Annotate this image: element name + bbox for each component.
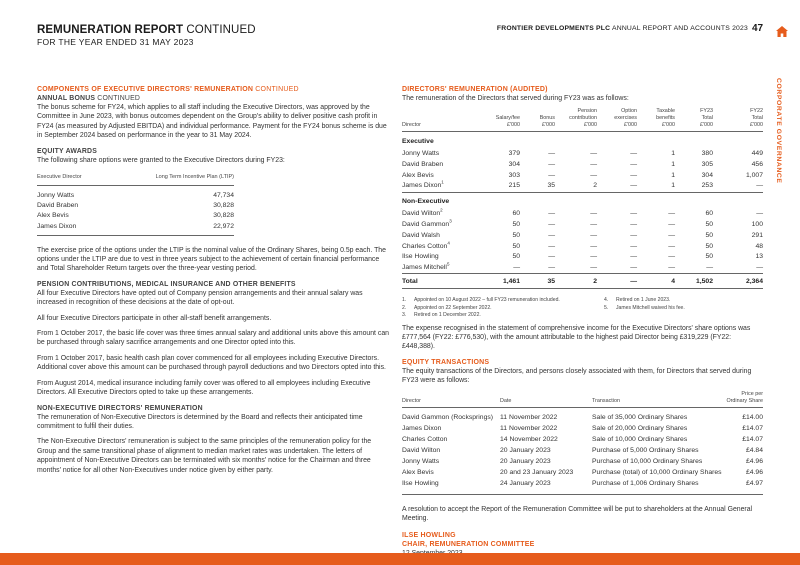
page-title: [37, 24, 256, 36]
cell-value: —: [548, 210, 555, 218]
table-row: [402, 263, 763, 274]
cell-value: 305: [701, 160, 713, 168]
footnote-marker: 3: [449, 218, 452, 224]
column-header-line: benefits: [656, 115, 675, 122]
footnote-marker: 4: [447, 240, 450, 246]
table-row: [402, 170, 763, 181]
section-row-executive: [402, 132, 763, 149]
footnote-text: Appointed on 22 September 2022.: [414, 304, 492, 311]
footnote: [604, 305, 763, 312]
column-header-line: Taxable: [656, 108, 675, 115]
cell-director: [402, 209, 480, 220]
side-tab-label: CORPORATE GOVERNANCE: [775, 78, 782, 184]
column-header: [713, 108, 763, 132]
cell-value: —: [590, 253, 597, 261]
column-header-line: exercises: [614, 115, 637, 122]
table-row: [37, 221, 234, 235]
column-header-line: Total: [701, 115, 713, 122]
annual-bonus-heading: [37, 94, 390, 103]
cell-value: —: [675, 263, 713, 274]
cell-director: Charles Cotton: [402, 436, 448, 444]
left-column: [37, 85, 390, 475]
running-header: [497, 25, 748, 32]
cell-director: Ilse Howling: [402, 479, 500, 495]
cell-director: [402, 230, 480, 241]
table-row: [402, 457, 763, 468]
section-side-tab[interactable]: [775, 78, 789, 188]
cell-director: [402, 148, 480, 159]
cell-transaction: Purchase (total) of 10,000 Ordinary Shares: [592, 469, 722, 477]
cell-value: 50: [705, 253, 713, 261]
cell-transaction: Sale of 10,000 Ordinary Shares: [592, 436, 688, 444]
share-option-expense-paragraph: The expense recognised in the statement of comprehensive income for the Executive Directors' share options was £777,564 (FY22: £776,530), with the amount attributable to the highest paid Director being £319,229 (FY22: £448,388).: [402, 324, 751, 351]
cell-date: 20 January 2023: [500, 447, 551, 455]
components-heading-text: COMPONENTS OF EXECUTIVE DIRECTORS' REMUNERATION: [37, 86, 254, 93]
directors-remuneration-intro: The remuneration of the Directors that served during FY23 was as follows:: [402, 95, 629, 102]
footnote-marker: 1: [441, 180, 444, 186]
table-row: [402, 252, 763, 263]
table-row: [402, 159, 763, 170]
cell-value: 48: [755, 242, 763, 250]
cell-director: [402, 181, 480, 192]
column-header-line: £'000: [623, 122, 637, 129]
cell-value: —: [630, 160, 637, 168]
cell-value: 35: [520, 181, 555, 192]
cell-value: 13: [755, 253, 763, 261]
cell-transaction: Sale of 35,000 Ordinary Shares: [592, 414, 688, 422]
signatory-title: CHAIR, REMUNERATION COMMITTEE: [402, 541, 535, 549]
cell-ltip: 30,828: [213, 202, 234, 210]
page-subtitle: FOR THE YEAR ENDED 31 MAY 2023: [37, 37, 194, 47]
cell-director: [402, 263, 480, 274]
cell-transaction: Purchase of 1,006 Ordinary Shares: [592, 479, 722, 495]
pension-paragraph-3: From 1 October 2017, the basic life cover was three times annual salary and additional units above this amount can be purchased through salary sacrifice arrangements and one Director opted into this.: [37, 330, 389, 347]
footnote-text: Appointed on 10 August 2022 – full FY23 remuneration included.: [414, 297, 560, 304]
cell-value: 60: [512, 210, 520, 218]
column-header-line: contribution: [569, 115, 597, 122]
column-header: [637, 108, 675, 132]
cell-value: 1: [671, 150, 675, 158]
cell-director: David Braben: [37, 202, 79, 210]
ned-paragraph-1: The remuneration of Non-Executive Directors is determined by the Board and reflects their anticipated time commitment to fulfil their duties.: [37, 413, 363, 430]
cell-value: —: [630, 253, 637, 261]
section-row-nonexecutive: [402, 192, 763, 209]
cell-transaction: Purchase of 10,000 Ordinary Shares: [592, 458, 703, 466]
cell-value: 50: [512, 253, 520, 261]
page-title-main: REMUNERATION REPORT: [37, 24, 184, 36]
cell-value: 456: [751, 160, 763, 168]
ned-heading: NON-EXECUTIVE DIRECTORS' REMUNERATION: [37, 404, 203, 412]
cell-value: —: [590, 242, 597, 250]
cell-value: —: [480, 263, 520, 274]
cell-price: £4.84: [745, 447, 763, 455]
cell-price: £4.96: [745, 458, 763, 466]
pension-paragraph-2: All four Executive Directors participate in other all-staff benefit arrangements.: [37, 314, 272, 322]
cell-director: [402, 252, 480, 263]
annual-bonus-heading-cont: CONTINUED: [95, 95, 141, 102]
cell-value: 303: [508, 171, 520, 179]
cell-value: —: [590, 221, 597, 229]
cell-value: —: [668, 210, 675, 218]
column-header-line: £'000: [749, 122, 763, 129]
footnote: [402, 312, 604, 319]
page-number: 47: [752, 23, 764, 34]
total-value: 4: [637, 274, 675, 289]
cell-ltip: 22,972: [108, 221, 234, 235]
table-row: [402, 209, 763, 220]
column-header-line: FY23: [700, 108, 713, 115]
director-name: David Wilton: [402, 210, 441, 218]
director-name: James Dixon: [402, 182, 442, 190]
total-label: Total: [402, 274, 480, 289]
column-header: Executive Director: [37, 171, 108, 186]
column-header-line: £'000: [583, 122, 597, 129]
cell-value: —: [637, 263, 675, 274]
table-row: [402, 230, 763, 241]
cell-value: 50: [705, 242, 713, 250]
total-value: 1,461: [480, 274, 520, 289]
total-value: 1,502: [675, 274, 713, 289]
equity-rows: [402, 407, 763, 494]
directors-remuneration-heading: DIRECTORS' REMUNERATION (AUDITED): [402, 86, 548, 93]
column-header: [722, 391, 763, 408]
table-row: [402, 468, 763, 479]
cell-value: 1: [637, 181, 675, 192]
resolution-paragraph: A resolution to accept the Report of the Remuneration Committee will be put to shareholders at the Annual General Meeting.: [402, 505, 753, 523]
table-header-row: [402, 391, 763, 408]
footer-accent-bar: [0, 553, 800, 565]
home-icon[interactable]: [776, 24, 788, 35]
cell-value: 379: [508, 150, 520, 158]
cell-value: —: [548, 160, 555, 168]
director-name: David Gammon: [402, 221, 450, 229]
signatory-name: ILSE HOWLING: [402, 532, 456, 540]
cell-value: —: [597, 263, 637, 274]
table-row: [37, 186, 234, 201]
column-header-line: Pension: [577, 108, 597, 115]
cell-director: [402, 219, 480, 230]
cell-date: 24 January 2023: [500, 479, 592, 495]
cell-director: Alex Bevis: [37, 212, 69, 220]
cell-value: —: [548, 242, 555, 250]
cell-value: 1: [671, 160, 675, 168]
footnote-number: 4.: [604, 297, 609, 304]
footnote: [402, 305, 604, 312]
director-name: Jonny Watts: [402, 150, 440, 158]
total-value: —: [597, 274, 637, 289]
remuneration-table: [402, 108, 763, 289]
cell-value: —: [548, 150, 555, 158]
footnotes-left: [402, 297, 604, 319]
cell-date: 11 November 2022: [500, 425, 558, 433]
total-value: 35: [520, 274, 555, 289]
cell-value: 449: [751, 150, 763, 158]
director-name: Alex Bevis: [402, 171, 434, 179]
footnotes: [402, 297, 763, 319]
cell-value: 50: [512, 221, 520, 229]
footnote-marker: 2: [440, 208, 443, 214]
equity-transactions-table: [402, 391, 763, 495]
cell-value: —: [630, 231, 637, 239]
cell-value: 50: [512, 231, 520, 239]
column-header: [520, 108, 555, 132]
table-row: [402, 479, 763, 495]
cell-price: £4.97: [722, 479, 763, 495]
cell-value: —: [590, 160, 597, 168]
total-row: [402, 274, 763, 289]
column-header-line: Director: [402, 122, 421, 129]
director-name: James Mitchell: [402, 264, 447, 272]
column-header-line: Total: [751, 115, 763, 122]
share-options-table: [37, 171, 234, 236]
cell-ltip: 30,828: [213, 212, 234, 220]
table-header-row: [402, 108, 763, 132]
table-row: [37, 201, 234, 211]
right-column: [402, 85, 763, 559]
director-name: Ilse Howling: [402, 253, 439, 261]
column-header-line: FY22: [750, 108, 763, 115]
cell-value: —: [630, 150, 637, 158]
equity-awards-heading: EQUITY AWARDS: [37, 147, 98, 155]
ned-paragraph-2: The Non-Executive Directors' remuneration is subject to the same principles of the remuneration policy for the Group and the same transitional phase of alignment to median market rates was undertaken. The letters of appointment of Non-Executive Directors can be terminated with six months' notice for the Chairman and three months' notice for all other Non-Executives under notice given by either party.: [37, 438, 372, 474]
cell-ltip: 47,734: [213, 191, 234, 199]
report-name: ANNUAL REPORT AND ACCOUNTS 2023: [610, 25, 748, 32]
column-header: [402, 108, 480, 132]
column-header-line: Price per: [741, 390, 763, 397]
table-row: [402, 424, 763, 435]
annual-bonus-paragraph: The bonus scheme for FY24, which applies to all staff including the Executive Directors, was approved by the Committee in June 2023, with bonus outcomes dependent on the Group's ability to deliver positive cash profit in FY24 (as measured by Adjusted EBITDA) and individual performance. Payment for the FY24 bonus scheme is due in September 2024 based on performance in the year to 31 May 2024.: [37, 104, 387, 140]
cell-director: [402, 159, 480, 170]
cell-director: James Dixon: [402, 425, 442, 433]
cell-value: 50: [512, 242, 520, 250]
total-value: 2: [555, 274, 597, 289]
cell-value: —: [520, 263, 555, 274]
cell-value: —: [548, 221, 555, 229]
cell-value: —: [630, 221, 637, 229]
components-heading: [37, 85, 390, 94]
cell-value: —: [713, 181, 763, 192]
cell-director: David Wilton: [402, 447, 441, 455]
cell-date: 14 November 2022: [500, 436, 558, 444]
cell-director: Alex Bevis: [402, 469, 434, 477]
cell-value: —: [590, 210, 597, 218]
cell-date: 20 and 23 January 2023: [500, 469, 574, 477]
cell-director: Jonny Watts: [402, 458, 440, 466]
cell-price: £14.07: [742, 436, 763, 444]
cell-value: —: [548, 171, 555, 179]
footnote-text: Retired on 1 December 2022.: [414, 312, 481, 319]
cell-value: 380: [701, 150, 713, 158]
table-row: [402, 241, 763, 252]
footnote-text: James Mitchell waived his fee.: [616, 304, 685, 311]
cell-value: —: [548, 253, 555, 261]
table-row: [402, 435, 763, 446]
cell-director: [402, 241, 480, 252]
column-header-line: £'000: [506, 122, 520, 129]
column-header-line: Salary/fee: [495, 115, 520, 122]
equity-awards-paragraph: The following share options were granted to the Executive Directors during FY23:: [37, 156, 285, 164]
column-header-line: £'000: [541, 122, 555, 129]
cell-value: —: [630, 242, 637, 250]
column-header: Transaction: [592, 391, 722, 408]
cell-value: —: [668, 253, 675, 261]
cell-value: 215: [480, 181, 520, 192]
equity-transactions-intro: The equity transactions of the Directors, and persons closely associated with them, for Directors that served during FY23 were as follows:: [402, 367, 752, 385]
nonexecutive-rows: [402, 209, 763, 274]
pension-paragraph-4: From 1 October 2017, basic health cash plan cover commenced for all employees including Executive Directors. Additional cover above this amount can be purchased through payroll deductions and two Directors opted into this.: [37, 354, 386, 372]
cell-value: —: [630, 210, 637, 218]
column-header-line: Bonus: [539, 115, 555, 122]
cell-value: 304: [701, 171, 713, 179]
cell-value: —: [590, 171, 597, 179]
column-header: Long Term Incentive Plan (LTIP): [108, 171, 234, 186]
pension-heading: PENSION CONTRIBUTIONS, MEDICAL INSURANCE AND OTHER BENEFITS: [37, 280, 296, 288]
cell-value: 291: [751, 231, 763, 239]
column-header-line: £'000: [661, 122, 675, 129]
cell-transaction: Sale of 20,000 Ordinary Shares: [592, 425, 688, 433]
column-header: [597, 108, 637, 132]
column-header-line: Option: [621, 108, 637, 115]
components-heading-cont: CONTINUED: [253, 86, 299, 93]
cell-date: 11 November 2022: [500, 414, 558, 422]
executive-rows: [402, 148, 763, 192]
footnote-marker: 5: [446, 262, 450, 267]
cell-director: [402, 170, 480, 181]
annual-bonus-heading-text: ANNUAL BONUS: [37, 95, 96, 102]
page-title-continued: CONTINUED: [183, 24, 256, 36]
cell-price: £4.96: [745, 469, 763, 477]
cell-director: David Gammon (Rocksprings): [402, 414, 494, 422]
footnotes-right: [604, 297, 763, 319]
pension-paragraph-1: All four Executive Directors have opted out of Company pension arrangements and their annual salary was increased in recognition of these decisions at the date of opt-out.: [37, 289, 363, 307]
executive-label: Executive: [402, 138, 434, 146]
footnote-number: 1.: [402, 297, 407, 304]
cell-director: James Dixon: [37, 221, 108, 235]
cell-value: —: [555, 263, 597, 274]
cell-value: —: [713, 263, 763, 274]
column-header-line: £'000: [699, 122, 713, 129]
cell-value: —: [668, 231, 675, 239]
cell-value: 100: [751, 221, 763, 229]
table-row: [402, 181, 763, 192]
total-value: 2,364: [713, 274, 763, 289]
column-header: Date: [500, 391, 592, 408]
equity-transactions-heading: EQUITY TRANSACTIONS: [402, 358, 490, 366]
cell-value: —: [597, 181, 637, 192]
nonexecutive-label: Non-Executive: [402, 198, 450, 206]
cell-value: —: [668, 221, 675, 229]
footnote: [604, 297, 763, 304]
footnote: [402, 297, 604, 304]
table-row: [37, 211, 234, 221]
director-name: Charles Cotton: [402, 242, 448, 250]
table-row: [402, 407, 763, 424]
cell-price: £14.07: [742, 425, 763, 433]
table-row: [402, 446, 763, 457]
table-header-row: [37, 171, 234, 186]
cell-value: 1,007: [745, 171, 763, 179]
cell-value: —: [590, 231, 597, 239]
cell-price: £14.00: [742, 414, 763, 422]
footnote-text: Retired on 1 June 2023.: [616, 297, 671, 304]
director-name: David Braben: [402, 160, 444, 168]
cell-value: 253: [675, 181, 713, 192]
column-header: [555, 108, 597, 132]
footnote-number: 5.: [604, 304, 609, 311]
cell-value: 304: [508, 160, 520, 168]
pension-paragraph-5: From August 2014, medical insurance including family cover was offered to all employees including Executive Directors. All Executive Directors opted to take up these arrangements.: [37, 379, 371, 397]
footnote-number: 2.: [402, 304, 407, 311]
cell-value: —: [668, 242, 675, 250]
cell-value: —: [756, 210, 763, 218]
company-name: FRONTIER DEVELOPMENTS PLC: [496, 25, 611, 32]
cell-date: 20 January 2023: [500, 458, 551, 466]
column-header: Director: [402, 391, 500, 408]
table-row: [402, 219, 763, 230]
cell-director: Jonny Watts: [37, 191, 75, 199]
cell-value: 50: [705, 221, 713, 229]
footnote-number: 3.: [402, 312, 407, 319]
cell-value: —: [590, 150, 597, 158]
director-name: David Walsh: [402, 231, 440, 239]
table-row: [402, 148, 763, 159]
ltip-paragraph: The exercise price of the options under the LTIP is the nominal value of the Ordinary Shares, being 0.5p each. The options under the LTIP are due to vest in three years subject to the achievement of certain financial performance and Total Shareholder Return targets over the three-year vesting period.: [37, 246, 386, 273]
column-header: [480, 108, 520, 132]
column-header-line: Ordinary Share: [726, 397, 763, 404]
cell-value: 1: [671, 171, 675, 179]
column-header: [675, 108, 713, 132]
cell-value: 60: [705, 210, 713, 218]
cell-value: —: [548, 231, 555, 239]
cell-value: 2: [555, 181, 597, 192]
cell-value: 50: [705, 231, 713, 239]
cell-transaction: Purchase of 5,000 Ordinary Shares: [592, 447, 699, 455]
cell-value: —: [630, 171, 637, 179]
